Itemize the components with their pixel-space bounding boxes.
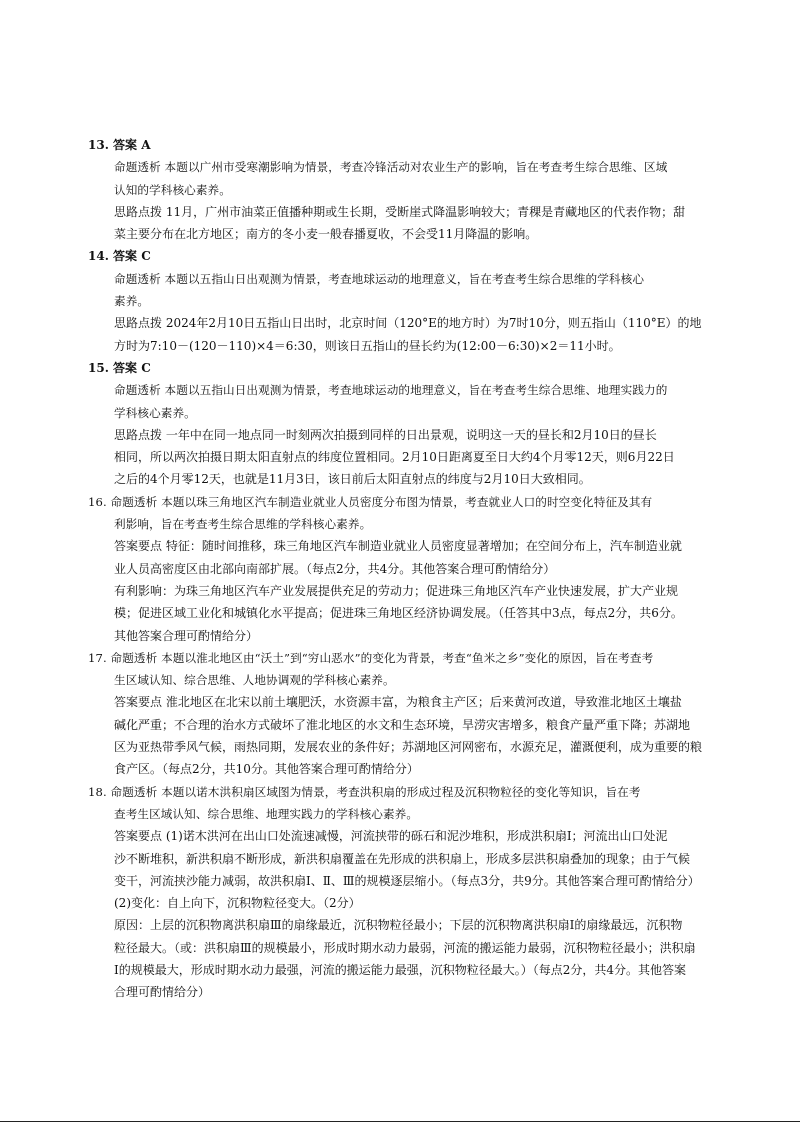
- answer-line: 碱化严重；不合理的治水方式破坏了淮北地区的水文和生态环境，旱涝灾害增多，粮食产量严重下降；苏湖地: [114, 717, 691, 732]
- answer-line: 16. 命题透析 本题以珠三角地区汽车制造业就业人员密度分布图为情景，考查就业人口的时空变化特征及其有: [88, 494, 653, 509]
- answer-line: 学科核心素养。: [114, 405, 196, 420]
- answer-line: 命题透析 本题以五指山日出观测为情景，考查地球运动的地理意义，旨在考查考生综合思维的学科核心: [114, 271, 645, 286]
- answer-line: 菜主要分布在北方地区；南方的冬小麦一般春播夏收，不会受11月降温的影响。: [114, 227, 538, 242]
- answer-line: 命题透析 本题以广州市受寒潮影响为情景，考查冷锋活动对农业生产的影响，旨在考查考生综合思维、区域: [114, 160, 668, 175]
- bottom-rule: [0, 1121, 800, 1122]
- answer-line: 思路点拨 一年中在同一地点同一时刻两次拍摄到同样的日出景观，说明这一天的昼长和2月10日的昼长: [114, 427, 657, 442]
- answer-line: 模；促进区域工业化和城镇化水平提高；促进珠三角地区经济协调发展。（任答其中3点，每点2分，共6分。: [114, 606, 683, 621]
- answer-line: 15. 答案 C: [88, 360, 151, 375]
- answer-line: 17. 命题透析 本题以淮北地区由“沃土”到“穷山恶水”的变化为背景，考查“鱼米之乡”变化的原因，旨在考查考: [88, 650, 654, 665]
- answer-line: 合理可酌情给分）: [114, 985, 211, 1000]
- answer-line: 有利影响：为珠三角地区汽车产业发展提供充足的劳动力；促进珠三角地区汽车产业快速发展，扩大产业规: [114, 583, 679, 598]
- answer-line: 原因：上层的沉积物离洪积扇Ⅲ的扇缘最近，沉积物粒径最小；下层的沉积物离洪积扇Ⅰ的扇缘最远，沉积物: [114, 918, 683, 933]
- answer-line: 利影响，旨在考查考生综合思维的学科核心素养。: [114, 517, 372, 532]
- answer-line: 18. 命题透析 本题以诺木洪积扇区域图为情景，考查洪积扇的形成过程及沉积物粒径的变化等知识，旨在考: [88, 784, 641, 799]
- answer-line: 认知的学科核心素养。: [114, 182, 231, 197]
- answer-line: 其他答案合理可酌情给分）: [114, 628, 259, 643]
- answer-item: [88, 491, 728, 647]
- answer-line: 沙不断堆积，新洪积扇不断形成，新洪积扇覆盖在先形成的洪积扇上，形成多层洪积扇叠加的现象；由于气候: [114, 851, 691, 866]
- answer-line: 区为亚热带季风气候，雨热同期，发展农业的条件好；苏湖地区河网密布，水源充足，灌溉便利，成为重要的粮: [114, 740, 703, 755]
- answer-item: [88, 134, 728, 245]
- answer-line: 13. 答案 A: [88, 138, 151, 152]
- answer-line: (2)变化：自上向下，沉积物粒径变大。（2分）: [114, 896, 361, 911]
- answer-line: 食产区。（每点2分，共10分。其他答案合理可酌情给分）: [114, 762, 419, 777]
- answer-line: Ⅰ的规模最大，形成时期水动力最强，河流的搬运能力最强，沉积物粒径最大。）（每点2分，共4分。其他答案: [114, 962, 687, 977]
- answer-line: 之后的4个月零12天，也就是11月3日，该日前后太阳直射点的纬度与2月10日大致相同。: [114, 472, 591, 487]
- answer-item: [88, 245, 728, 356]
- answer-line: 查考生区域认知、综合思维、地理实践力的学科核心素养。: [114, 806, 419, 821]
- answer-line: 素养。: [114, 294, 150, 309]
- answer-line: 答案要点 淮北地区在北宋以前土壤肥沃，水资源丰富，为粮食主产区；后来黄河改道，导致淮北地区土壤盐: [114, 695, 682, 710]
- answer-line: 业人员高密度区由北部向南部扩展。（每点2分，共4分。其他答案合理可酌情给分）: [114, 561, 556, 576]
- answer-item: [88, 647, 728, 781]
- answer-key-page: [88, 134, 728, 1004]
- answer-line: 粒径最大。（或：洪积扇Ⅲ的规模最小，形成时期水动力最弱，河流的搬运能力最弱，沉积物粒径最小；洪积扇: [114, 940, 696, 955]
- answer-line: 思路点拨 2024年2月10日五指山日出时，北京时间（120°E的地方时）为7时10分，则五指山（110°E）的地: [114, 316, 702, 331]
- answer-item: [88, 781, 728, 1004]
- answer-line: 答案要点 (1)诺木洪河在出山口处流速减慢，河流挟带的砾石和泥沙堆积，形成洪积扇Ⅰ；河流出山口处泥: [114, 829, 668, 844]
- answer-line: 方时为7:10－(120－110)×4＝6:30，则该日五指山的昼长约为(12:00－6:30)×2＝11小时。: [114, 338, 621, 353]
- answer-item: [88, 357, 728, 491]
- answer-line: 14. 答案 C: [88, 249, 151, 264]
- answer-line: 生区域认知、综合思维、人地协调观的学科核心素养。: [114, 673, 395, 688]
- answer-line: 相同，所以两次拍摄日期太阳直射点的纬度位置相同。2月10日距离夏至日大约4个月零12天，则6月22日: [114, 450, 675, 465]
- answer-line: 答案要点 特征：随时间推移，珠三角地区汽车制造业就业人员密度显著增加；在空间分布上，汽车制造业就: [114, 539, 682, 554]
- answer-line: 思路点拨 11月，广州市油菜正值播种期或生长期，受断崖式降温影响较大；青稞是青藏地区的代表作物；甜: [114, 204, 686, 219]
- answer-line: 命题透析 本题以五指山日出观测为情景，考查地球运动的地理意义，旨在考查考生综合思维、地理实践力的: [114, 383, 668, 398]
- answer-line: 变干，河流挟沙能力减弱，故洪积扇Ⅰ、Ⅱ、Ⅲ的规模逐层缩小。（每点3分，共9分。其他答案合理可酌情给分）: [114, 873, 700, 888]
